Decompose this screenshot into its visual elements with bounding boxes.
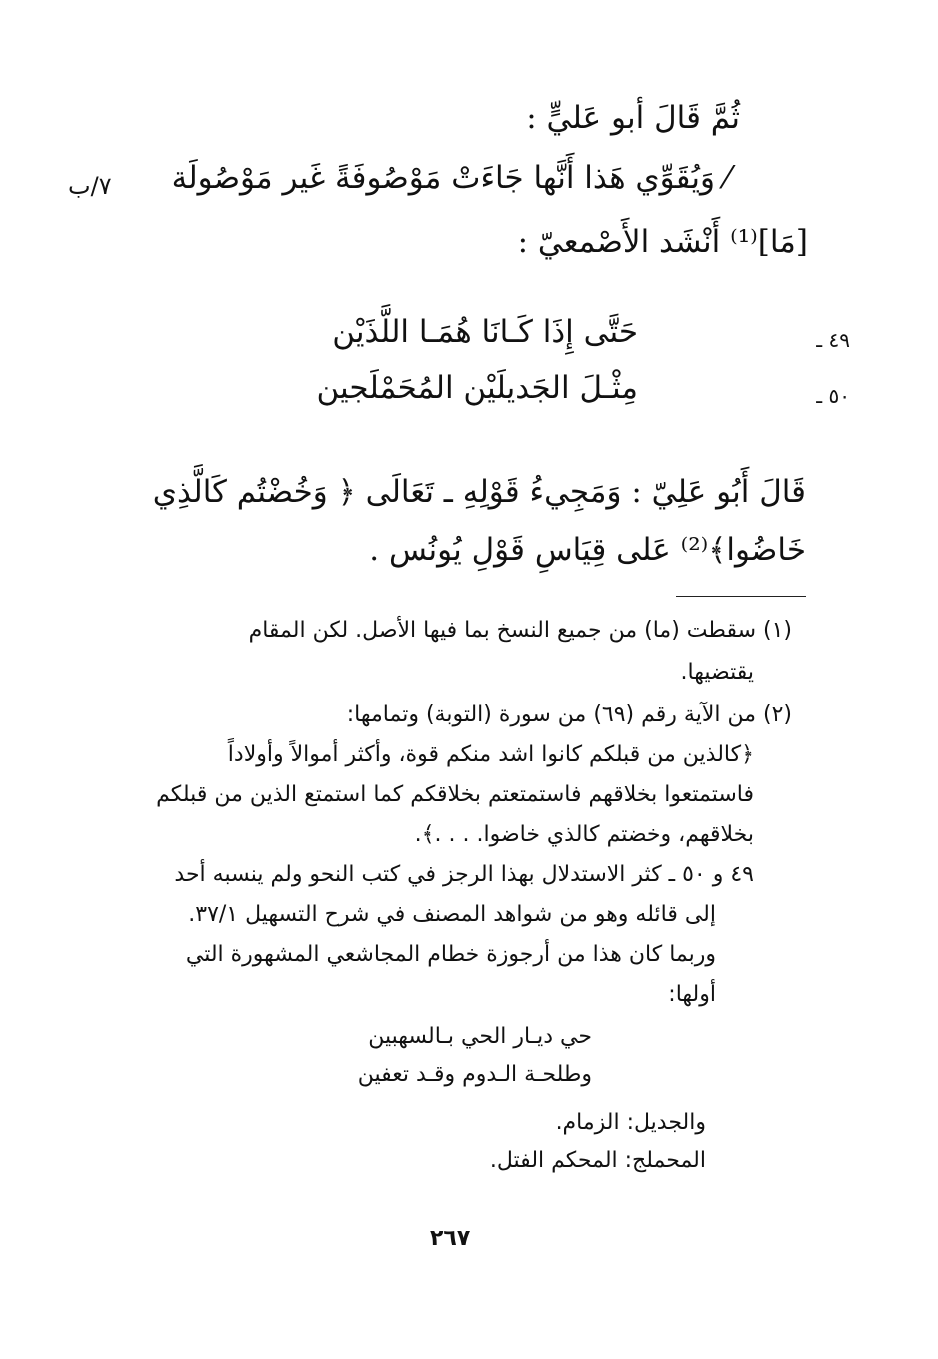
main-line-2: ⁄ وَيُقَوِّي هَذا أَنَّها جَاءَتْ مَوْصُوفَةً غَير مَوْصُولَة xyxy=(171,160,730,196)
footnote-3-line-2: إلى قائله وهو من شواهد المصنف في شرح التسهيل ٣٧/١. xyxy=(188,902,716,927)
main-line-3: [مَا]⁽¹⁾ أَنْشَد الأَصْمعيّ : xyxy=(517,224,808,260)
footnote-1-line-1: (١) سقطت (ما) من جميع النسخ بما فيها الأصل. لكن المقام xyxy=(248,618,792,643)
footnote-2-line-2: ﴿كالذين من قبلكم كانوا اشد منكم قوة، وأكثر أموالاً وأولاداً xyxy=(227,742,754,767)
verse-50: مِثْـلَ الجَديلَيْن المُحَمْلَجين xyxy=(316,370,638,406)
footnote-3-gloss-1: والجديل: الزمام. xyxy=(555,1110,706,1135)
footnote-3-gloss-2: المحملج: المحكم الفتل. xyxy=(489,1148,706,1173)
footnote-3-line-4: أولها: xyxy=(668,982,716,1007)
footnote-separator xyxy=(676,596,806,597)
footnote-2-line-1: (٢) من الآية رقم (٦٩) من سورة (التوبة) وتمامها: xyxy=(346,702,792,727)
verse-number-49: ٤٩ ـ xyxy=(816,328,850,352)
footnote-2-line-3: فاستمتعوا بخلاقهم فاستمتعتم بخلاقكم كما استمتع الذين من قبلكم xyxy=(156,782,754,807)
footnote-2-line-4: بخلاقهم، وخضتم كالذي خاضوا. . . .﴾. xyxy=(414,822,754,847)
paragraph-line-1: قَالَ أَبُو عَلِيّ : وَمَجِيءُ قَوْلِهِ ـ تَعَالَى ﴿ وَخُضْتُم كَالَّذِي xyxy=(152,474,806,510)
footnote-1-line-2: يقتضيها. xyxy=(680,660,754,685)
footnote-3-verse-1: حي ديـار الحي بـالسهبين xyxy=(368,1024,592,1049)
page-number: ٢٦٧ xyxy=(430,1226,471,1251)
margin-folio-ref: ٧/ب xyxy=(68,172,112,200)
footnote-3-verse-2: وطلحـة الـدوم وقـد تعفين xyxy=(357,1062,592,1087)
paragraph-line-2: خَاضُوا﴾⁽²⁾ عَلى قِيَاسِ قَوْلِ يُونُس . xyxy=(369,532,806,568)
verse-number-50: ٥٠ ـ xyxy=(816,384,850,408)
footnote-3-line-1: ٤٩ و ٥٠ ـ كثر الاستدلال بهذا الرجز في كتب النحو ولم ينسبه أحد xyxy=(174,862,754,887)
main-line-1: ثُمَّ قَالَ أبو عَليٍّ : xyxy=(526,100,740,136)
verse-49: حَتَّى إِذَا كَـانَا هُمَـا اللَّذَيْن xyxy=(332,314,638,350)
footnote-3-line-3: وربما كان هذا من أرجوزة خطام المجاشعي المشهورة التي xyxy=(185,942,716,967)
